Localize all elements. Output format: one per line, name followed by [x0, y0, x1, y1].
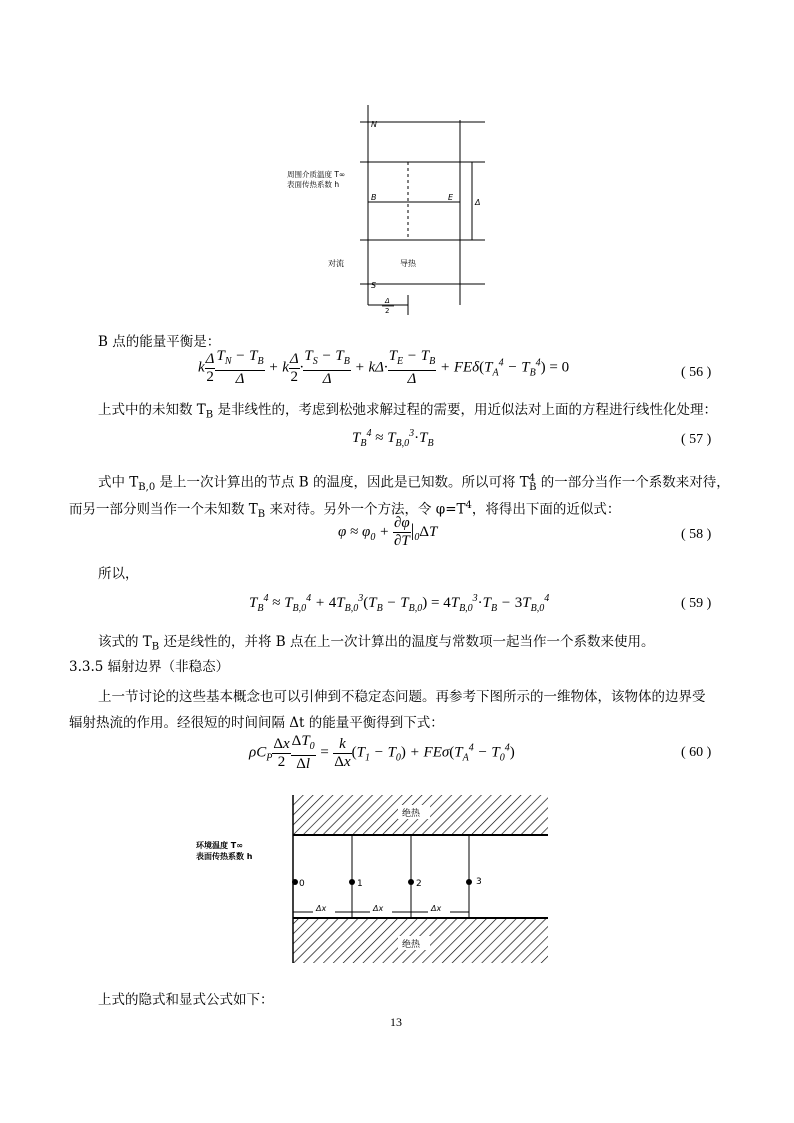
fig1-node-e: E — [448, 193, 454, 202]
fig1-dim-half-num: Δ — [385, 297, 390, 305]
fig1-label-convection: 对流 — [328, 259, 344, 268]
fig2-dx-1: Δx — [316, 904, 327, 913]
paragraph-nonlinear: 上式中的未知数 $T_B$ 是非线性的，考虑到松弛求解过程的需要，用近似法对上面的方程进行线性化处理： — [98, 402, 717, 421]
fig2-node-0: 0 — [299, 879, 305, 889]
fig2-label-insulated-bottom: 绝热 — [402, 940, 421, 950]
fig2-node-1: 1 — [357, 879, 363, 889]
fig1-label-env-line1: 周围介质温度 T∞ — [287, 170, 346, 179]
section-heading-3-3-5: 3.3.5 辐射边界（非稳态） — [69, 659, 230, 675]
equation-56: k $\frac{\Delta}{2}$ $\frac{T_N - T_B}{\Delta}$ + k $\frac{\Delta}{2}$ · $\frac{T_S - T_B}{\Delta}$ + kΔ· $\frac{T_E - T_B}{\Delta}$ + $FE\delta(T_A^4 - T_B^4) = 0$ — [198, 348, 570, 387]
figure-node-b-energy-balance — [300, 100, 500, 320]
fig1-node-s: S — [371, 281, 377, 290]
fig2-label-env-line2: 表面传热系数 h — [196, 852, 253, 861]
fig1-node-b: B — [371, 193, 377, 202]
fig1-label-conduction: 导热 — [400, 259, 416, 268]
paragraph-energy-balance-intro: B 点的能量平衡是： — [98, 334, 221, 350]
fig2-label-insulated-top: 绝热 — [402, 809, 421, 819]
fig2-dx-2: Δx — [373, 904, 384, 913]
equation-57-number: ( 57 ) — [681, 432, 712, 447]
fig1-node-n: N — [371, 120, 377, 129]
equation-59-number: ( 59 ) — [681, 596, 712, 611]
fig2-node-3-dot — [466, 879, 472, 885]
equation-57: $T_B^4 \approx T_{B,0}^3\cdot T_B$ — [352, 428, 434, 449]
fig2-label-env-line1: 环境温度 T∞ — [196, 841, 243, 850]
fig2-node-1-dot — [349, 879, 355, 885]
paragraph-linear-coefficient: 该式的 $T_B$ 还是线性的，并将 B 点在上一次计算出的温度与常数项一起当作一个系数来使用。 — [98, 634, 655, 653]
paragraph-implicit-explicit: 上式的隐式和显式公式如下： — [98, 992, 274, 1008]
equation-60: $\rho C_P$ $\frac{\Delta x}{2}$ $\frac{\Delta T_0}{\Delta l}$ = $\frac{k}{\Delta x}$ $(T_1 - T_0) + FE\sigma(T_A^4 - T_0^4)$ — [249, 733, 515, 772]
fig2-node-0-dot — [292, 879, 298, 885]
fig1-dim-delta: Δ — [475, 198, 481, 207]
equation-60-number: ( 60 ) — [681, 745, 712, 760]
fig1-label-env — [287, 170, 345, 190]
fig2-node-2-dot — [408, 879, 414, 885]
paragraph-another-method: 而另一部分则当作一个未知数 $T_B$ 来对待。另外一个方法，令 $\varphi=T^4$，将得出下面的近似式： — [69, 500, 621, 521]
paragraph-radiation-flux: 辐射热流的作用。经很短的时间间隔 Δt 的能量平衡得到下式： — [69, 715, 444, 731]
equation-56-number: ( 56 ) — [681, 365, 712, 380]
paragraph-known-temperature: 式中 $T_{B,0}$ 是上一次计算出的节点 B 的温度，因此是已知数。所以可将 $T^4_B$ 的一部分当作一个系数来对待， — [98, 473, 730, 494]
fig1-dim-half-den: 2 — [385, 307, 390, 315]
equation-58: $\varphi \approx \varphi_0$ + $\frac{\partial\varphi}{\partial T}$ $|_0\Delta T$ — [338, 515, 438, 549]
fig2-node-3: 3 — [476, 877, 482, 887]
equation-59: $T_B^4 \approx T_{B,0}^4 + 4T_{B,0}^3(T_B - T_{B,0}) = 4T_{B,0}^3\cdot T_B - 3T_{B,0}^4$ — [249, 593, 550, 614]
paragraph-unsteady-intro: 上一节讨论的这些基本概念也可以引伸到不稳定态问题。再参考下图所示的一维物体，该物体的边界受 — [98, 689, 706, 705]
figure-one-dimensional-body — [288, 790, 548, 970]
page-number: 13 — [390, 1015, 402, 1029]
fig2-dx-3: Δx — [431, 904, 442, 913]
fig2-label-env — [196, 840, 252, 862]
equation-58-number: ( 58 ) — [681, 527, 712, 542]
fig1-label-env-line2: 表面传热系数 h — [287, 180, 340, 189]
paragraph-therefore: 所以， — [98, 566, 139, 582]
fig2-node-2: 2 — [416, 879, 422, 889]
